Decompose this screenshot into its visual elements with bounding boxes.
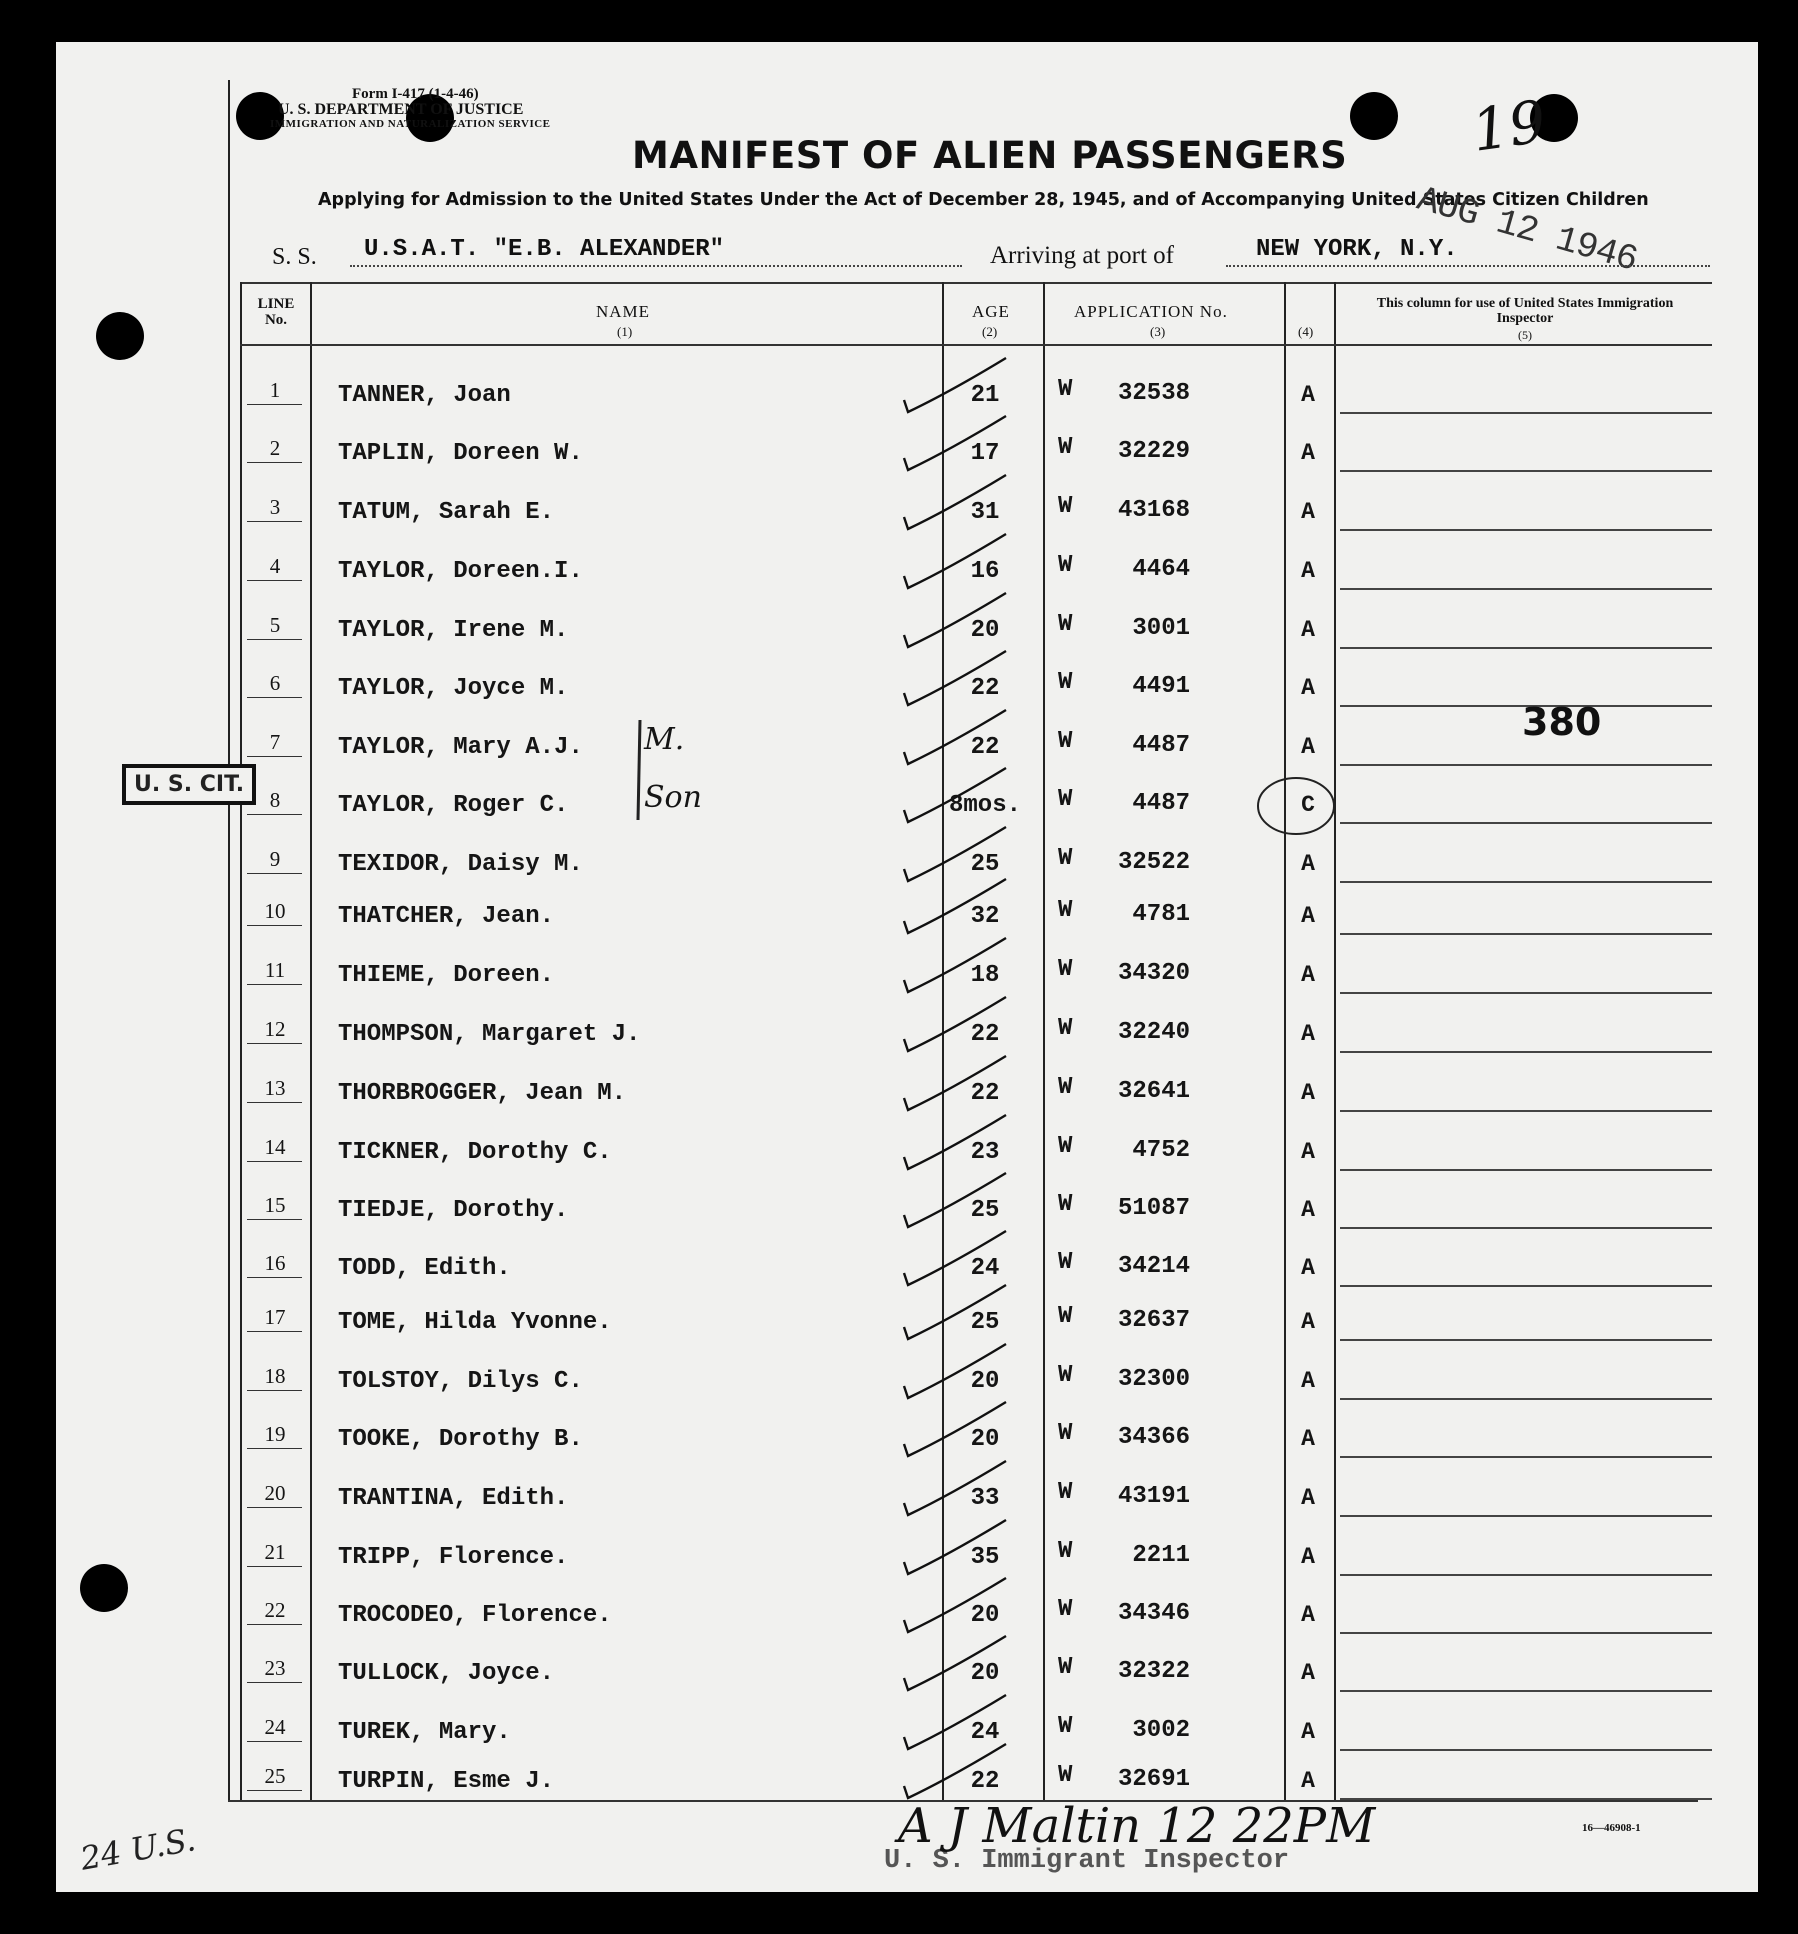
- application-number: 34366: [1117, 1424, 1190, 1451]
- inspector-rule: [1340, 1632, 1712, 1634]
- passenger-name: THIEME, Doreen.: [338, 962, 555, 989]
- passenger-name: TIEDJE, Dorothy.: [338, 1197, 569, 1224]
- passenger-age: 18: [970, 962, 1000, 989]
- line-number-rule: [247, 1277, 302, 1278]
- inspector-rule: [1340, 933, 1712, 935]
- application-prefix: W: [1058, 611, 1073, 638]
- line-number: 18: [264, 1364, 286, 1388]
- application-number: 3001: [1132, 615, 1190, 642]
- table-top-rule: [240, 282, 1712, 284]
- application-prefix: W: [1058, 1249, 1073, 1276]
- bracket-mark: [630, 716, 650, 824]
- passenger-name: TEXIDOR, Daisy M.: [338, 851, 583, 878]
- inspector-rule: [1340, 588, 1712, 590]
- passenger-age: 32: [970, 903, 1000, 930]
- passenger-age: 24: [970, 1719, 1000, 1746]
- page-title: MANIFEST OF ALIEN PASSENGERS: [632, 134, 1348, 177]
- subtitle: Applying for Admission to the United States Under the Act of December 28, 1945, and of Accompanying United States Citizen Children: [318, 190, 1649, 210]
- application-number: 3002: [1132, 1717, 1190, 1744]
- passenger-age: 20: [970, 617, 1000, 644]
- application-prefix: W: [1058, 1538, 1073, 1565]
- passenger-name: TAYLOR, Mary A.J.: [338, 734, 583, 761]
- passenger-age: 35: [970, 1544, 1000, 1571]
- classification: A: [1301, 499, 1315, 525]
- passenger-name: TAYLOR, Joyce M.: [338, 675, 569, 702]
- port-label: Arriving at port of: [990, 242, 1174, 269]
- line-number-rule: [247, 873, 302, 874]
- inspector-rule: [1340, 470, 1712, 472]
- line-number: 11: [264, 958, 286, 982]
- line-number-rule: [247, 1043, 302, 1044]
- col-name-index: (1): [617, 324, 633, 339]
- passenger-name: TODD, Edith.: [338, 1255, 511, 1282]
- line-number: 13: [264, 1076, 286, 1100]
- line-number: 10: [264, 899, 286, 923]
- classification: A: [1301, 1368, 1315, 1394]
- classification: A: [1301, 558, 1315, 584]
- passenger-age: 31: [970, 499, 1000, 526]
- passenger-name: TROCODEO, Florence.: [338, 1602, 612, 1629]
- classification: A: [1301, 1719, 1315, 1745]
- application-number: 34346: [1117, 1600, 1190, 1627]
- application-prefix: W: [1058, 786, 1073, 813]
- classification: A: [1301, 962, 1315, 988]
- line-number: 6: [269, 671, 281, 695]
- application-number: 32322: [1117, 1658, 1190, 1685]
- passenger-age: 23: [970, 1139, 1000, 1166]
- application-prefix: W: [1058, 1420, 1073, 1447]
- line-number-rule: [247, 1161, 302, 1162]
- classification: A: [1301, 1660, 1315, 1686]
- application-number: 32637: [1117, 1307, 1190, 1334]
- application-prefix: W: [1058, 1596, 1073, 1623]
- line-number: 9: [269, 847, 281, 871]
- handwritten-note: Son: [644, 780, 702, 815]
- application-prefix: W: [1058, 1303, 1073, 1330]
- passenger-age: 21: [970, 382, 1000, 409]
- line-number: 2: [269, 436, 281, 460]
- line-number-rule: [247, 756, 302, 757]
- passenger-name: TOLSTOY, Dilys C.: [338, 1368, 583, 1395]
- classification: A: [1301, 851, 1315, 877]
- sheet-number: 19: [1467, 87, 1551, 165]
- application-prefix: W: [1058, 1133, 1073, 1160]
- col-inspector: This column for use of United States Immigration Inspector: [1376, 296, 1674, 326]
- application-number: 43168: [1117, 497, 1190, 524]
- application-number: 32641: [1117, 1078, 1190, 1105]
- passenger-name: TOOKE, Dorothy B.: [338, 1426, 583, 1453]
- line-number-rule: [247, 462, 302, 463]
- application-number: 4491: [1132, 673, 1190, 700]
- line-number: 8: [269, 788, 281, 812]
- application-number: 32691: [1117, 1766, 1190, 1793]
- passenger-age: 16: [970, 558, 1000, 585]
- ship-name: U.S.A.T. "E.B. ALEXANDER": [364, 236, 725, 263]
- line-number: 22: [264, 1598, 286, 1622]
- inspector-rule: [1340, 1285, 1712, 1287]
- passenger-age: 25: [970, 851, 1000, 878]
- classification: A: [1301, 1768, 1315, 1794]
- application-prefix: W: [1058, 434, 1073, 461]
- ship-underline: [350, 265, 962, 267]
- application-prefix: W: [1058, 897, 1073, 924]
- application-number: 4487: [1132, 732, 1190, 759]
- application-number: 51087: [1117, 1195, 1190, 1222]
- line-number: 20: [264, 1481, 286, 1505]
- passenger-name: TAYLOR, Roger C.: [338, 792, 569, 819]
- inspector-rule: [1340, 992, 1712, 994]
- classification: A: [1301, 617, 1315, 643]
- application-prefix: W: [1058, 1479, 1073, 1506]
- line-number-rule: [247, 639, 302, 640]
- application-prefix: W: [1058, 1074, 1073, 1101]
- line-number: 5: [269, 613, 281, 637]
- passenger-name: THATCHER, Jean.: [338, 903, 555, 930]
- application-prefix: W: [1058, 728, 1073, 755]
- line-number-rule: [247, 580, 302, 581]
- inspector-rule: [1340, 1398, 1712, 1400]
- inspector-rule: [1340, 1749, 1712, 1751]
- inspector-rule: [1340, 764, 1712, 766]
- application-number: 4464: [1132, 556, 1190, 583]
- passenger-age: 25: [970, 1309, 1000, 1336]
- line-number-rule: [247, 1331, 302, 1332]
- line-number: 15: [264, 1193, 286, 1217]
- punch-hole: [236, 92, 284, 140]
- passenger-name: TOME, Hilda Yvonne.: [338, 1309, 612, 1336]
- service: IMMIGRATION AND NATURALIZATION SERVICE: [270, 118, 551, 130]
- application-number: 34320: [1117, 960, 1190, 987]
- line-number-rule: [247, 1624, 302, 1625]
- application-prefix: W: [1058, 669, 1073, 696]
- application-number: 32240: [1117, 1019, 1190, 1046]
- inspector-rule: [1340, 1456, 1712, 1458]
- line-number-rule: [247, 404, 302, 405]
- inspector-rule: [1340, 1690, 1712, 1692]
- classification: A: [1301, 675, 1315, 701]
- line-number-rule: [247, 1566, 302, 1567]
- margin-note: 24 U.S.: [77, 1820, 199, 1878]
- line-number-rule: [247, 1102, 302, 1103]
- application-number: 32538: [1117, 380, 1190, 407]
- passenger-name: TAYLOR, Irene M.: [338, 617, 569, 644]
- line-number-rule: [247, 1390, 302, 1391]
- inspector-rule: [1340, 1110, 1712, 1112]
- passenger-age: 22: [970, 1768, 1000, 1795]
- classification: A: [1301, 1080, 1315, 1106]
- passenger-name: TRANTINA, Edith.: [338, 1485, 569, 1512]
- line-number: 1: [269, 378, 281, 402]
- application-prefix: W: [1058, 493, 1073, 520]
- classification: A: [1301, 1544, 1315, 1570]
- application-prefix: W: [1058, 1015, 1073, 1042]
- inspector-rule: [1340, 1169, 1712, 1171]
- application-number: 32522: [1117, 849, 1190, 876]
- line-number: 19: [264, 1422, 286, 1446]
- port-underline: [1226, 265, 1710, 267]
- ss-label: S. S.: [272, 244, 317, 270]
- inspector-rule: [1340, 1051, 1712, 1053]
- us-citizen-stamp: U. S. CIT.: [122, 764, 256, 805]
- passenger-age: 20: [970, 1660, 1000, 1687]
- line-number-rule: [247, 814, 302, 815]
- application-prefix: W: [1058, 1191, 1073, 1218]
- punch-hole: [96, 312, 144, 360]
- classification: A: [1301, 1255, 1315, 1281]
- inspector-rule: [1340, 1339, 1712, 1341]
- application-number: 43191: [1117, 1483, 1190, 1510]
- inspector-rule: [1340, 1227, 1712, 1229]
- application-number: 4752: [1132, 1137, 1190, 1164]
- classification: A: [1301, 1021, 1315, 1047]
- line-number: 23: [264, 1656, 286, 1680]
- passenger-name: TATUM, Sarah E.: [338, 499, 555, 526]
- classification: A: [1301, 1426, 1315, 1452]
- col-application-index: (3): [1150, 324, 1166, 339]
- application-number: 2211: [1132, 1542, 1190, 1569]
- col-application: APPLICATION No.: [1074, 302, 1228, 321]
- inspector-rule: [1340, 529, 1712, 531]
- passenger-age: 20: [970, 1368, 1000, 1395]
- application-number: 32229: [1117, 438, 1190, 465]
- col-inspector-index: (5): [1518, 328, 1532, 342]
- line-number: 14: [264, 1135, 286, 1159]
- passenger-name: TRIPP, Florence.: [338, 1544, 569, 1571]
- application-prefix: W: [1058, 845, 1073, 872]
- col-name: NAME: [596, 302, 651, 321]
- application-number: 4487: [1132, 790, 1190, 817]
- col-line-no: LINE No.: [257, 296, 295, 328]
- line-number: 3: [269, 495, 281, 519]
- classification: A: [1301, 1602, 1315, 1628]
- application-number: 34214: [1117, 1253, 1190, 1280]
- inspector-rule: [1340, 412, 1712, 414]
- classification: A: [1301, 1139, 1315, 1165]
- line-number-rule: [247, 1448, 302, 1449]
- application-prefix: W: [1058, 1762, 1073, 1789]
- inspector-rule: [1340, 647, 1712, 649]
- date-stamp: AUG 12 1946: [1412, 178, 1642, 281]
- passenger-age: 17: [970, 440, 1000, 467]
- line-number: 16: [264, 1251, 286, 1275]
- passenger-age: 25: [970, 1197, 1000, 1224]
- passenger-age: 22: [970, 675, 1000, 702]
- passenger-age: 20: [970, 1426, 1000, 1453]
- port-name: NEW YORK, N.Y.: [1256, 236, 1458, 263]
- classification: A: [1301, 903, 1315, 929]
- inspector-rule: [1340, 881, 1712, 883]
- application-number: 32300: [1117, 1366, 1190, 1393]
- passenger-name: TANNER, Joan: [338, 382, 511, 409]
- inspector-rule: [1340, 822, 1712, 824]
- classification: C: [1301, 792, 1315, 818]
- application-prefix: W: [1058, 1713, 1073, 1740]
- line-number-rule: [247, 697, 302, 698]
- line-number-rule: [247, 1507, 302, 1508]
- application-prefix: W: [1058, 1362, 1073, 1389]
- passenger-age: 24: [970, 1255, 1000, 1282]
- line-number: 12: [264, 1017, 286, 1041]
- passenger-age: 22: [970, 1021, 1000, 1048]
- line-number: 7: [269, 730, 281, 754]
- passenger-name: TAPLIN, Doreen W.: [338, 440, 583, 467]
- passenger-name: TICKNER, Dorothy C.: [338, 1139, 612, 1166]
- passenger-age: 22: [970, 1080, 1000, 1107]
- passenger-age: 22: [970, 734, 1000, 761]
- circle-mark: [1254, 774, 1338, 838]
- line-number: 25: [264, 1764, 286, 1788]
- handwritten-note: M.: [644, 722, 685, 757]
- passenger-name: TULLOCK, Joyce.: [338, 1660, 555, 1687]
- line-number-rule: [247, 1219, 302, 1220]
- line-number: 24: [264, 1715, 286, 1739]
- classification: A: [1301, 1309, 1315, 1335]
- inspector-rule: [1340, 1574, 1712, 1576]
- line-number: 17: [264, 1305, 286, 1329]
- passenger-name: THORBROGGER, Jean M.: [338, 1080, 627, 1107]
- application-prefix: W: [1058, 376, 1073, 403]
- inspector-rule: [1340, 1798, 1712, 1800]
- classification: A: [1301, 1485, 1315, 1511]
- passenger-name: TUREK, Mary.: [338, 1719, 511, 1746]
- col-4-index: (4): [1298, 324, 1314, 339]
- inspector-rule: [1340, 1515, 1712, 1517]
- line-number-rule: [247, 521, 302, 522]
- passenger-age: 8mos.: [948, 792, 1021, 819]
- footer-code: 16—46908-1: [1582, 1822, 1641, 1834]
- classification: A: [1301, 440, 1315, 466]
- line-number-rule: [247, 925, 302, 926]
- passenger-age: 20: [970, 1602, 1000, 1629]
- col-age: AGE: [972, 302, 1010, 321]
- line-number-rule: [247, 1741, 302, 1742]
- line-number: 21: [264, 1540, 286, 1564]
- inspector-signature: A J Maltin 12 22PM: [898, 1798, 1376, 1854]
- line-number-rule: [247, 1790, 302, 1791]
- inspector-label: U. S. Immigrant Inspector: [884, 1846, 1290, 1876]
- department: U. S. DEPARTMENT OF JUSTICE: [278, 101, 524, 118]
- classification: A: [1301, 734, 1315, 760]
- col-age-index: (2): [982, 324, 998, 339]
- application-number: 4781: [1132, 901, 1190, 928]
- box-number: 380: [1522, 700, 1602, 744]
- passenger-age: 33: [970, 1485, 1000, 1512]
- application-prefix: W: [1058, 552, 1073, 579]
- line-number-rule: [247, 984, 302, 985]
- classification: A: [1301, 1197, 1315, 1223]
- line-number: 4: [269, 554, 281, 578]
- passenger-name: TURPIN, Esme J.: [338, 1768, 555, 1795]
- application-prefix: W: [1058, 1654, 1073, 1681]
- classification: A: [1301, 382, 1315, 408]
- form-id: Form I-417 (1-4-46): [352, 86, 479, 102]
- punch-hole: [1350, 92, 1398, 140]
- application-prefix: W: [1058, 956, 1073, 983]
- line-number-rule: [247, 1682, 302, 1683]
- passenger-name: THOMPSON, Margaret J.: [338, 1021, 641, 1048]
- passenger-name: TAYLOR, Doreen.I.: [338, 558, 583, 585]
